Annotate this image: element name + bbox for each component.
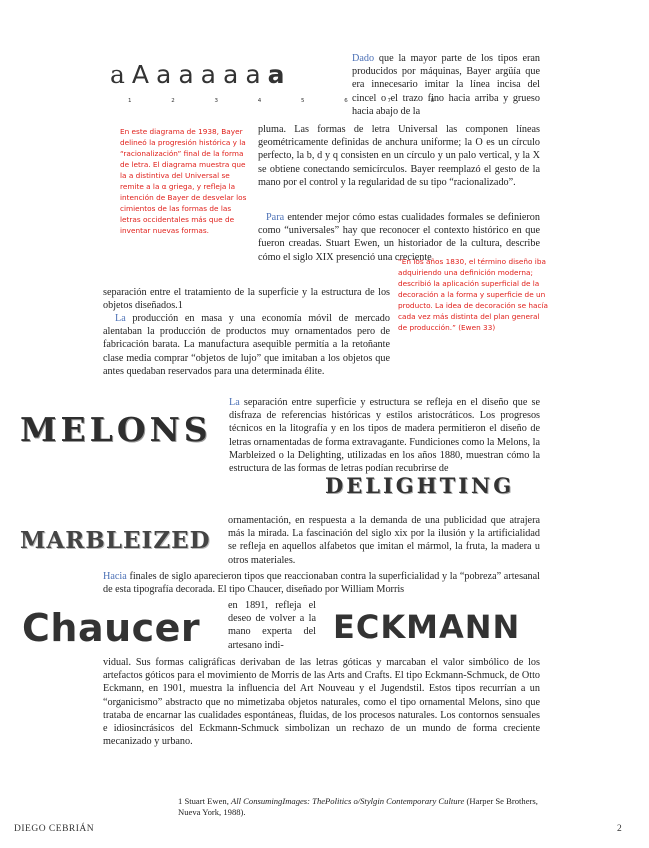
paragraph-2-bottom: separación entre el tratamiento de la superficie y la estructura de los objetos diseñados.1 <box>103 287 390 312</box>
eckmann-specimen: ECKMANN <box>333 608 521 646</box>
paragraph-4-text-a: separación entre superficie y estructura se refleja en el diseño que se disfraza de referencias históricas y estilos aristocráticos. Los progresos técnicos en la litografía y en los tipos de madera permitieron el diseño de letras ornamentadas de forma extravagante. Fundiciones como la Melons, la Marbleized o la Delighting, utilizadas en los años 1880, muestran cómo la estructura de las formas de letras podían recubrirse de <box>229 397 540 475</box>
paragraph-5-bottom: vidual. Sus formas caligráficas derivaban de las letras góticas y marcaban el valor simbólico de los artefactos góticos para el movimiento de Morris de las Arts and Crafts. El tipo Eckmann-Schmuck, de Otto Eckmann, en 1901, muestra la influencia del Art Nouveau y el Jugendstil. Estos tipos recurrían a un “organicismo” abstracto que no mimetizaba objetos naturales, como el tipo ornamental Melons, sino que trataba de encarnar las cualidades espontáneas, fluidas, de los procesos naturales. Los contornos sensuales e idiosincrásicos del Eckmann-Schmuck simbolizan un rechazo de un mundo de forma creciente mecanizado y urbano. <box>103 657 540 748</box>
paragraph-5-top <box>103 570 540 596</box>
diagram-glyph-6: a <box>223 60 239 89</box>
paragraph-4-bottom: ornamentación, en respuesta a la demanda de una publicidad que atrajera más la mirada. La fascinación del siglo xix por la ilusión y la artificialidad se refleja en aquellos alfabetos que imitan el mármol, la fruta, la madera u otros materiales. <box>228 515 540 566</box>
diagram-glyph-4: a <box>178 60 194 89</box>
paragraph-2-text-a: entender mejor cómo estas cualidades formales se definieron como “universales” hay que reconocer el contexto histórico en que fueron creadas. Stuart Ewen, un historiador de la cultura, describe cómo el siglo XIX presenció una creciente <box>258 212 540 263</box>
delighting-specimen: DELIGHTING <box>325 473 515 498</box>
paragraph-1-lead: Dado <box>352 53 375 64</box>
diagram-glyph-8: a <box>267 60 285 89</box>
footer-author: DIEGO CEBRIÁN <box>14 824 95 834</box>
paragraph-3-text: producción en masa y una economía móvil de mercado alentaban la producción de productos muy ornamentados pero de fabricación barata. La manufactura asequible permitía a la retoñante clase media comprar “objetos de lujo” que imitaban a los objetos que antes quedaban reservados para una determinada élite. <box>103 313 390 377</box>
diagram-glyph-1: a <box>110 60 125 89</box>
paragraph-1-bottom: pluma. Las formas de letra Universal las componen líneas geométricamente definidas de anchura uniforme; la O es un círculo perfecto, la b, d y q consisten en un círculo y un palo vertical, y la X se obtiene conectando semicírculos. Bayer reemplazó el gesto de la mano por el control y la regularidad de su tipo “racionalizado”. <box>258 124 540 188</box>
paragraph-3 <box>103 312 390 378</box>
marbleized-specimen: MARBLEIZED <box>20 527 211 554</box>
letterform-diagram <box>110 60 454 112</box>
diagram-numbers: 1 2 3 4 5 6 7 8 <box>128 98 454 104</box>
paragraph-4-right-block <box>229 396 540 475</box>
footer-page-number: 2 <box>617 824 622 834</box>
ewen-quote: “En los años 1830, el término diseño iba adquiriendo una definición moderna; describió la aplicación superficial de la decoración a la forma y superficie de un producto. La idea de decoración se hacía cada vez más distinta del plan general de producción.” (Ewen 33) <box>398 257 549 332</box>
paragraph-2-lead: Para <box>266 212 285 223</box>
paragraph-4-lead: La <box>229 397 240 408</box>
diagram-glyph-7: a <box>245 60 261 89</box>
paragraph-5-text-a: finales de siglo aparecieron tipos que reaccionaban contra la superficialidad y la “pobreza” artesanal de esta tipografía decorada. El tipo Chaucer, diseñado por William Morris <box>103 571 540 596</box>
footnote-suffix: (Harper Se Brothers, Nueva York, 1988). <box>178 796 538 817</box>
paragraph-5-middle: en 1891, refleja el deseo de volver a la mano experta del artesano indi- <box>228 600 316 651</box>
paragraph-3-lead: La <box>115 313 126 324</box>
paragraph-1-text-a: que la mayor parte de los tipos eran producidos por máquinas, Bayer argüía que era innecesario imitar la línea incisa del cincel o el trazo fino hacia arriba y grueso hacia abajo de la <box>352 53 540 117</box>
diagram-glyph-2: A <box>131 60 150 89</box>
footnote <box>178 796 540 818</box>
glyph-row <box>110 62 340 88</box>
footnote-title: All ConsumingImages: ThePolitics o/Stylgin Contemporary Culture <box>231 796 465 806</box>
paragraph-1-top <box>352 52 540 118</box>
paragraph-5-lead: Hacia <box>103 571 127 582</box>
footnote-prefix: 1 Stuart Ewen, <box>178 796 231 806</box>
melons-specimen: MELONS <box>20 410 212 449</box>
chaucer-specimen: Chaucer <box>22 606 201 650</box>
bayer-diagram-caption: En este diagrama de 1938, Bayer delineó la progresión histórica y la “racionalización” final de la forma de letra. El diagrama muestra que la a distintiva del Universal se remite a la α griega, y refleja la intención de Bayer de desvelar los cimientos de las formas de las letras occidentales más que de inventar nuevas formas. <box>120 127 247 235</box>
diagram-glyph-5: a <box>200 60 216 89</box>
diagram-glyph-3: a <box>156 60 172 89</box>
paragraph-4-top <box>103 396 540 475</box>
